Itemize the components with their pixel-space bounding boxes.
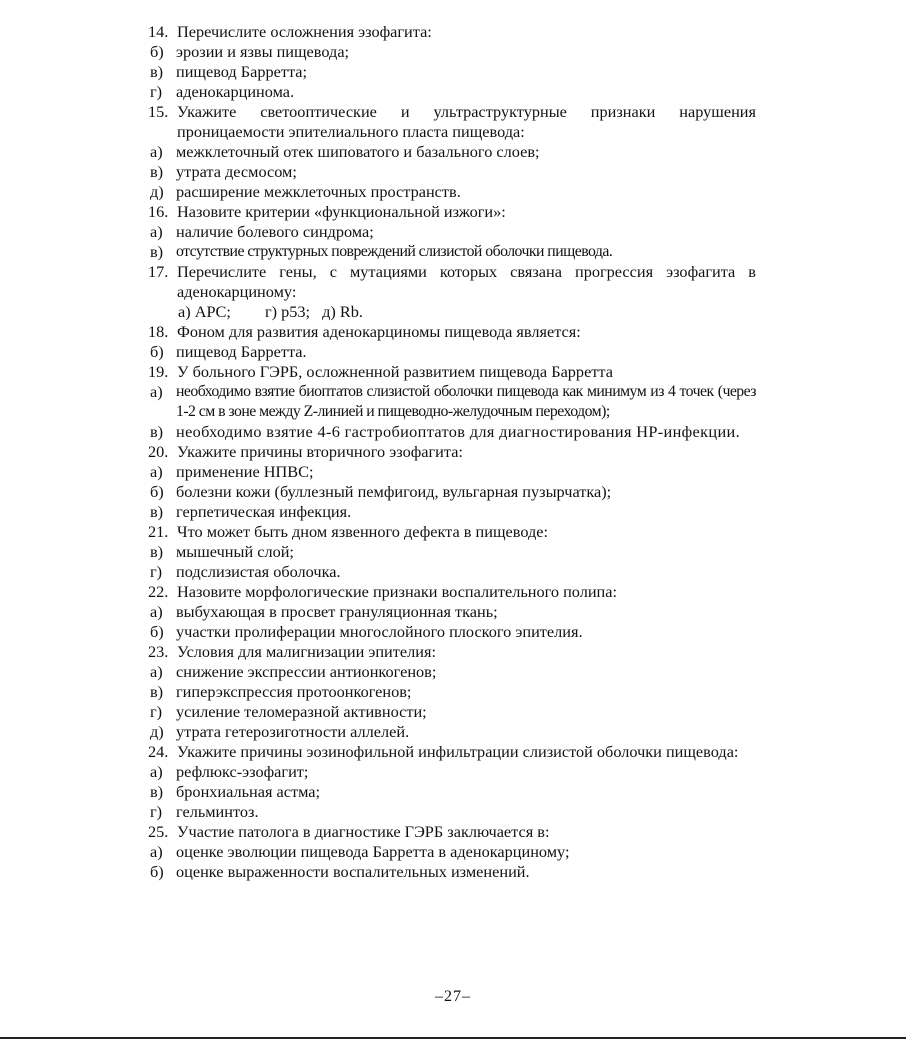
answer-item	[148, 182, 756, 202]
answer-item	[148, 422, 756, 442]
answer-list	[148, 762, 756, 822]
answer-text: пищевод Барретта.	[176, 342, 307, 361]
answer-text: необходимо взятие биоптатов слизистой оболочки пищевода как минимум из 4 точек (через 1-2 см в зоне между Z-линией и пищеводно-желудочным переходом);	[176, 383, 756, 420]
answer-item	[148, 222, 756, 242]
answer-list	[148, 142, 756, 202]
answer-letter: д)	[150, 722, 164, 741]
answer-item	[148, 162, 756, 182]
question-text: Условия для малигнизации эпителия:	[177, 642, 436, 661]
answer-item	[148, 242, 756, 262]
answer-text: выбухающая в просвет грануляционная ткань;	[176, 602, 498, 621]
question-24	[148, 742, 756, 762]
question-15	[148, 102, 756, 142]
answer-text: подслизистая оболочка.	[176, 562, 341, 581]
answer-item	[148, 782, 756, 802]
answer-text: герпетическая инфекция.	[176, 502, 352, 521]
answer-list	[148, 462, 756, 522]
question-16	[148, 202, 756, 222]
answer-item	[148, 562, 756, 582]
question-23	[148, 642, 756, 662]
question-text: У больного ГЭРБ, осложненной развитием пищевода Барретта	[177, 362, 613, 381]
answer-letter: в)	[150, 682, 164, 701]
question-number: 17.	[148, 262, 169, 281]
answer-text: бронхиальная астма;	[176, 782, 321, 801]
answer-letter: б)	[150, 42, 164, 61]
question-number: 16.	[148, 202, 169, 221]
question-21	[148, 522, 756, 542]
answer-item	[148, 462, 756, 482]
answer-text: необходимо взятие 4-6 гастробиоптатов для диагностирования HP-инфекции.	[176, 422, 740, 441]
answer-item	[178, 302, 231, 322]
bottom-divider	[0, 1037, 906, 1039]
answer-item	[148, 842, 756, 862]
answer-list	[148, 842, 756, 882]
answer-text: отсутствие структурных повреждений слизистой оболочки пищевода.	[176, 243, 613, 260]
answer-item	[148, 142, 756, 162]
answer-letter: а)	[150, 662, 163, 681]
answer-text: мышечный слой;	[176, 542, 294, 561]
question-17	[148, 262, 756, 302]
answer-letter: а)	[150, 382, 163, 401]
answer-letter: в)	[150, 162, 164, 181]
question-number: 15.	[148, 102, 169, 121]
question-text: Назовите критерии «функциональной изжоги»:	[177, 202, 506, 221]
answer-text: p53;	[281, 302, 311, 321]
answer-item	[148, 62, 756, 82]
answer-item	[148, 802, 756, 822]
answer-list	[148, 602, 756, 642]
answer-text: наличие болевого синдрома;	[176, 222, 374, 241]
answer-letter: д)	[322, 302, 336, 321]
answer-letter: в)	[150, 62, 164, 81]
question-list	[148, 22, 756, 882]
question-number: 23.	[148, 642, 169, 661]
answer-text: расширение межклеточных пространств.	[176, 182, 461, 201]
answer-list	[148, 662, 756, 742]
answer-text: утрата гетерозиготности аллелей.	[176, 722, 410, 741]
answer-list	[148, 382, 756, 442]
question-number: 14.	[148, 22, 169, 41]
question-20	[148, 442, 756, 462]
question-number: 21.	[148, 522, 169, 541]
answer-letter: г)	[264, 302, 278, 321]
question-number: 25.	[148, 822, 169, 841]
answer-text: усиление теломеразной активности;	[176, 702, 427, 721]
question-text: Участие патолога в диагностике ГЭРБ заключается в:	[177, 822, 550, 841]
answer-letter: г)	[150, 802, 163, 821]
question-text: Укажите причины эозинофильной инфильтрации слизистой оболочки пищевода:	[177, 742, 739, 761]
question-25	[148, 822, 756, 842]
answer-item	[148, 862, 756, 882]
answer-letter: а)	[150, 762, 163, 781]
answer-letter: б)	[150, 622, 164, 641]
answer-item	[322, 302, 363, 322]
answer-text: пищевод Барретта;	[176, 62, 308, 81]
answer-letter: д)	[150, 182, 164, 201]
answer-text: снижение экспрессии антионкогенов;	[176, 662, 437, 681]
answer-item	[148, 382, 756, 422]
question-text: Перечислите гены, с мутациями которых связана прогрессия эзофагита в аденокарциному:	[177, 262, 756, 301]
answer-text: оценке эволюции пищевода Барретта в аденокарциному;	[176, 842, 570, 861]
answer-letter: а)	[150, 222, 163, 241]
answer-text: гельминтоз.	[176, 802, 259, 821]
page-number: –27–	[435, 988, 471, 1005]
answer-letter: г)	[150, 82, 163, 101]
answer-text: Rb.	[339, 302, 363, 321]
answer-item	[148, 622, 756, 642]
answer-letter: в)	[150, 542, 164, 561]
answer-list	[148, 302, 756, 322]
question-text: Назовите морфологические признаки воспалительного полипа:	[177, 582, 618, 601]
question-text: Укажите светооптические и ультраструктурные признаки нарушения проницаемости эпителиального пласта пищевода:	[177, 102, 756, 141]
answer-item	[148, 482, 756, 502]
answer-letter: а)	[150, 602, 163, 621]
question-text: Что может быть дном язвенного дефекта в пищеводе:	[177, 522, 549, 541]
answer-item	[148, 662, 756, 682]
answer-text: межклеточный отек шиповатого и базального слоев;	[176, 142, 540, 161]
answer-list	[148, 342, 756, 362]
answer-text: оценке выраженности воспалительных изменений.	[176, 862, 530, 881]
question-number: 24.	[148, 742, 169, 761]
answer-letter: г)	[150, 702, 163, 721]
answer-letter: б)	[150, 482, 164, 501]
answer-text: рефлюкс-эзофагит;	[176, 762, 309, 781]
answer-item	[148, 762, 756, 782]
answer-text: болезни кожи (буллезный пемфигоид, вульгарная пузырчатка);	[176, 482, 612, 501]
question-text: Укажите причины вторичного эзофагита:	[177, 442, 463, 461]
answer-text: эрозии и язвы пищевода;	[176, 42, 350, 61]
answer-letter: а)	[150, 142, 163, 161]
answer-letter: б)	[150, 862, 164, 881]
answer-item	[148, 542, 756, 562]
answer-item	[148, 502, 756, 522]
answer-letter: в)	[150, 782, 164, 801]
answer-item	[148, 722, 756, 742]
answer-item	[265, 302, 310, 322]
answer-text: аденокарцинома.	[176, 82, 295, 101]
answer-item	[148, 602, 756, 622]
question-19	[148, 362, 756, 382]
question-14	[148, 22, 756, 42]
answer-item	[148, 682, 756, 702]
answer-text: участки пролиферации многослойного плоского эпителия.	[176, 622, 583, 641]
answer-letter: а)	[150, 842, 163, 861]
answer-text: утрата десмосом;	[176, 162, 297, 181]
answer-item	[148, 342, 756, 362]
answer-letter: б)	[150, 342, 164, 361]
answer-list	[148, 542, 756, 582]
question-number: 22.	[148, 582, 169, 601]
answer-item	[148, 42, 756, 62]
answer-letter: а)	[150, 462, 163, 481]
answer-letter: в)	[150, 502, 164, 521]
answer-list	[148, 42, 756, 102]
answer-text: применение НПВС;	[176, 462, 314, 481]
answer-item	[148, 82, 756, 102]
question-number: 18.	[148, 322, 169, 341]
question-22	[148, 582, 756, 602]
answer-letter: г)	[150, 562, 163, 581]
answer-letter: в)	[150, 242, 164, 261]
question-text: Перечислите осложнения эзофагита:	[177, 22, 432, 41]
answer-list	[148, 222, 756, 262]
question-number: 19.	[148, 362, 169, 381]
answer-letter: в)	[150, 422, 164, 441]
question-18	[148, 322, 756, 342]
answer-text: гиперэкспрессия протоонкогенов;	[176, 682, 412, 701]
answer-letter: а)	[178, 302, 191, 321]
answer-text: APC;	[194, 302, 231, 321]
answer-item	[148, 702, 756, 722]
question-text: Фоном для развития аденокарциномы пищевода является:	[177, 322, 581, 341]
question-number: 20.	[148, 442, 169, 461]
